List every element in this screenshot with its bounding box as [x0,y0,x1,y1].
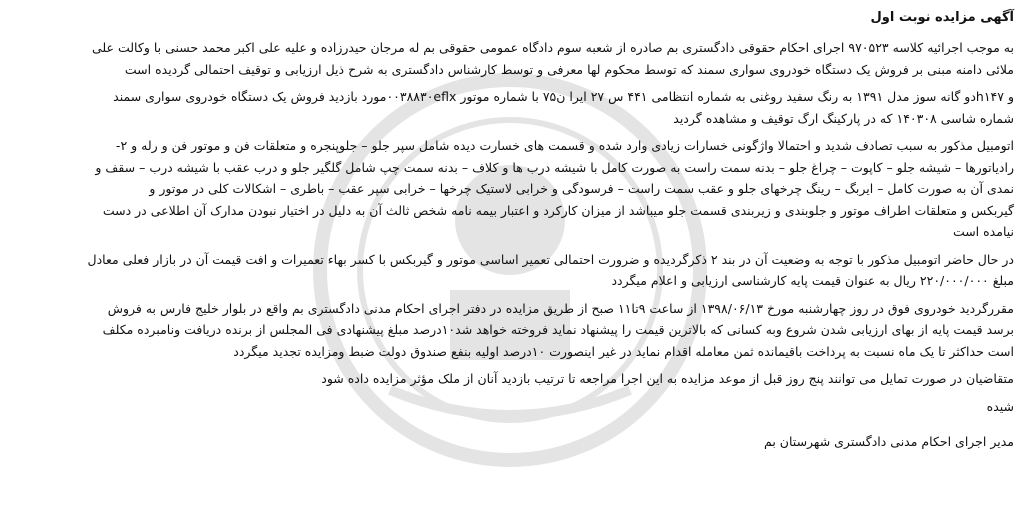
text-line: شماره شاسی ۱۴۰۳۰۸ که در پارکینگ ارگ توقیف و مشاهده گردید [673,110,1014,126]
paragraph-vehicle-details [10,86,1014,129]
paragraph-applicants [10,368,1014,390]
text-line: برسد قیمت پایه از بهای ارزیابی شدن شروع وبه کسانی که بالاترین قیمت را پیشنهاد نماید فروخته خواهد شد۱۰درصد مبلغ پیشنهادی فی المجلس از برنده دریافت ونامبرده مکلف [102,322,1014,337]
text-line: مبلغ ۲۲۰/۰۰۰/۰۰۰ ریال به عنوان قیمت پایه کارشناسی ارزیابی و اعلام میگردد [611,273,1014,288]
paragraph-damage-description [10,135,1014,243]
text-line: رادیاتورها – شیشه جلو – کاپوت – چراغ جلو – بدنه سمت راست به صورت کامل با شیشه درب ها و کلاف – بدنه سمت چپ شامل گلگیر جلو و درب عقب با شیشه درب – سقف و [95,159,1014,175]
text-line: ملائی دامنه مبنی بر فروش یک دستگاه خودروی سواری سمند که توسط محکوم لها معرفی و توسط کارشناس دادگستری به شرح ذیل ارزیابی و توقیف احتمالی گردیده است [124,61,1014,77]
text-line: در حال حاضر اتومبیل مذکور با توجه به وضعیت آن در بند ۲ ذکرگردیده و ضرورت احتمالی تعمیر اساسی موتور و گیربکس با کسر بهاء تعمیرات و افت قیمت آن در بازار فعلی معادل [87,251,1014,267]
text-line: شیده [986,398,1014,414]
text-line: نیامده است [952,224,1014,239]
text-line: متقاضیان در صورت تمایل می توانند پنج روز قبل از موعد مزایده به این اجرا مراجعه تا ترتیب بازدید آنان از ملک مؤثر مزایده داده شود [321,371,1014,386]
text-line: به موجب اجرائیه کلاسه ۹۷۰۵۲۳ اجرای احکام حقوقی دادگستری بم صادره از شعبه سوم دادگاه عمومی حقوقی بم له مرجان حیدرزاده و علیه علی اکبر محمد حسنی با وکالت علی [91,40,1014,55]
text-line: است حداکثر تا یک ماه نسبت به پرداخت باقیمانده ثمن معامله اقدام نماید در غیر اینصورت ۱۰درصد اولیه بنفع صندوق دولت ضبط ومزایده تجدید میگردد [233,343,1014,359]
paragraph-execution-order [10,37,1014,80]
signature-line: مدیر اجرای احکام مدنی دادگستری شهرستان بم [764,434,1014,449]
text-line: گیربکس و متعلقات اطراف موتور و جلوبندی و زیربندی قسمت جلو میباشد از میزان کارکرد و اعتبار بیمه نامه شخص ثالث آن به دلیل در اختیار نبودن مدارک آن اطلاعی در دست [102,202,1014,218]
text-line: نمدی آن به صورت کامل – ایربگ – رینگ چرخهای جلو و عقب سمت راست – فرسودگی و خرابی لاستیک چرخها – خرابی سپر عقب – باطری – اشکالات کلی در موتور و [149,181,1014,196]
text-line: اتومبیل مذکور به سبب تصادف شدید و احتمالا واژگونی خسارات زیادی وارد شده و قسمت های خسارت دیده شامل سپر جلو – جلوپنجره و متعلقات فن و موتور فن و رله و ۲- [115,138,1014,153]
paragraph-fragment [10,396,1014,418]
text-line: مقررگردید خودروی فوق در روز چهارشنبه مورخ ۱۳۹۸/۰۶/۱۳ از ساعت ۹تا۱۱ صبح از طریق مزایده در دفتر اجرای احکام مدنی دادگستری بم واقع در بلوار خلیج فارس به فروش [107,300,1014,316]
paragraph-valuation [10,249,1014,292]
paragraph-auction-terms [10,298,1014,363]
text-line: و h۱۴۷دو گانه سوز مدل ۱۳۹۱ به رنگ سفید روغنی به شماره انتظامی ۴۴۱ س ۲۷ ایرا ن۷۵ با شماره موتور ۰۰۳۸۸۳۰eflxمورد بازدید فروش یک دستگاه خودروی سواری سمند [113,89,1014,104]
notice-title: آگهی مزایده نوبت اول [870,10,1014,25]
